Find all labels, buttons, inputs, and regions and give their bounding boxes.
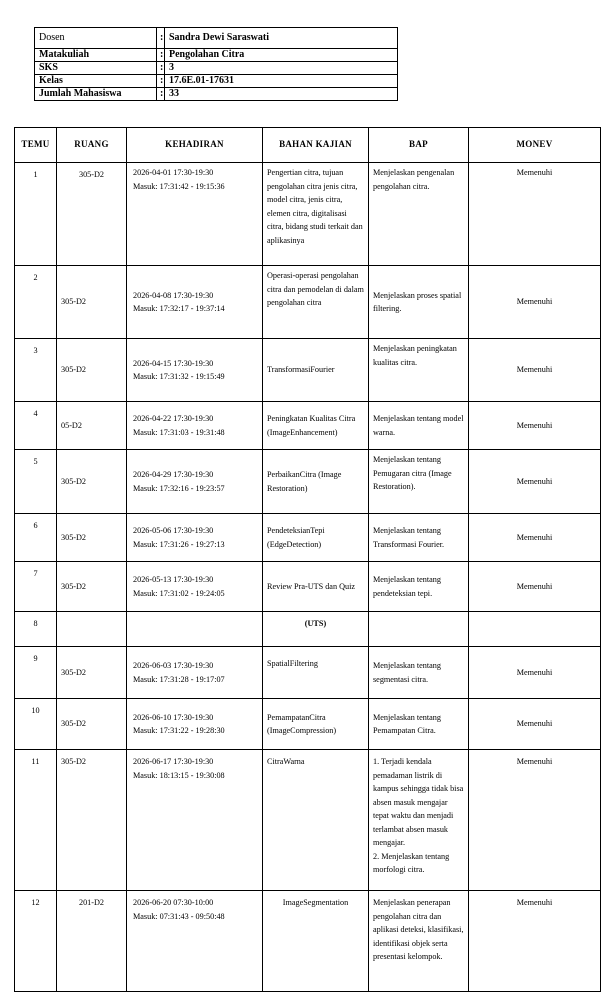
row-number: 5 xyxy=(15,450,57,514)
row-material: Pengertian citra, tujuan pengolahan citra jenis citra, model citra, jenis citra, elemen citra, digitalisasi citra, bidang studi terkait dan aplikasinya xyxy=(263,163,369,266)
row-number: 10 xyxy=(15,699,57,750)
bap-note-1: 1. Terjadi kendala pemadaman listrik di kampus sehingga tidak bisa absen masuk mengajar tepat waktu dan menjadi terlambat absen masuk mengajar. xyxy=(373,757,464,847)
attendance-schedule: 2026-04-22 17:30-19:30 xyxy=(133,414,214,423)
row-material: (UTS) xyxy=(263,612,369,647)
info-value: 17.6E.01-17631 xyxy=(165,75,398,88)
row-bap: Menjelaskan tentang Pemugaran citra (Image Restoration). xyxy=(369,450,469,514)
table-row xyxy=(15,562,601,612)
row-number: 9 xyxy=(15,647,57,699)
row-attendance xyxy=(127,514,263,562)
info-separator: : xyxy=(157,75,165,88)
row-room: 305-D2 xyxy=(57,514,127,562)
row-room: 305-D2 xyxy=(57,750,127,891)
row-monev: Memenuhi xyxy=(469,647,601,699)
table-row xyxy=(15,647,601,699)
row-room: 201-D2 xyxy=(57,891,127,992)
attendance-checkin: Masuk: 17:32:16 - 19:23:57 xyxy=(133,483,225,493)
info-separator: : xyxy=(157,28,165,49)
row-room: 305-D2 xyxy=(57,163,127,266)
row-number: 12 xyxy=(15,891,57,992)
table-row xyxy=(15,514,601,562)
info-separator: : xyxy=(157,62,165,75)
header-temu: TEMU xyxy=(15,128,57,163)
row-attendance xyxy=(127,266,263,339)
attendance-checkin: Masuk: 17:31:03 - 19:31:48 xyxy=(133,427,225,437)
row-material: SpatialFiltering xyxy=(263,647,369,699)
row-monev: Memenuhi xyxy=(469,699,601,750)
info-label: Dosen xyxy=(35,28,157,49)
bap-note-2: 2. Menjelaskan tentang morfologi citra. xyxy=(373,851,450,874)
table-row xyxy=(15,612,601,647)
row-number: 4 xyxy=(15,402,57,450)
row-number: 2 xyxy=(15,266,57,339)
header-bahan-kajian: BAHAN KAJIAN xyxy=(263,128,369,163)
row-number: 6 xyxy=(15,514,57,562)
info-label: Kelas xyxy=(35,75,157,88)
row-room: 305-D2 xyxy=(57,266,127,339)
attendance-schedule: 2026-05-13 17:30-19:30 xyxy=(133,575,214,584)
row-material: Operasi-operasi pengolahan citra dan pemodelan di dalam pengolahan citra xyxy=(263,266,369,339)
row-material: PemampatanCitra (ImageCompression) xyxy=(263,699,369,750)
row-monev: Memenuhi xyxy=(469,514,601,562)
attendance-checkin: Masuk: 17:31:28 - 19:17:07 xyxy=(133,674,225,684)
info-value: 3 xyxy=(165,62,398,75)
row-number: 1 xyxy=(15,163,57,266)
table-row xyxy=(15,163,601,266)
info-separator: : xyxy=(157,49,165,62)
row-material: PerbaikanCitra (Image Restoration) xyxy=(263,450,369,514)
attendance-schedule: 2026-06-20 07:30-10:00 xyxy=(133,898,214,907)
row-room xyxy=(57,612,127,647)
row-bap: Menjelaskan tentang Pemampatan Citra. xyxy=(369,699,469,750)
table-row xyxy=(15,699,601,750)
row-attendance xyxy=(127,612,263,647)
row-number: 8 xyxy=(15,612,57,647)
info-separator: : xyxy=(157,88,165,101)
info-value: Sandra Dewi Saraswati xyxy=(165,28,398,49)
table-row xyxy=(15,339,601,402)
row-attendance xyxy=(127,891,263,992)
row-monev: Memenuhi xyxy=(469,562,601,612)
attendance-schedule: 2026-04-15 17:30-19:30 xyxy=(133,358,214,368)
row-monev: Memenuhi xyxy=(469,163,601,266)
row-attendance xyxy=(127,750,263,891)
attendance-schedule: 2026-06-03 17:30-19:30 xyxy=(133,661,214,670)
attendance-checkin: Masuk: 17:32:17 - 19:37:14 xyxy=(133,304,225,313)
row-monev: Memenuhi xyxy=(469,339,601,402)
row-material: Peningkatan Kualitas Citra (ImageEnhancement) xyxy=(263,402,369,450)
info-row-dosen xyxy=(35,28,398,49)
row-attendance xyxy=(127,562,263,612)
attendance-checkin: Masuk: 17:31:22 - 19:28:30 xyxy=(133,726,225,735)
row-material: PendeteksianTepi (EdgeDetection) xyxy=(263,514,369,562)
row-monev xyxy=(469,612,601,647)
info-row-jumlah-mahasiswa xyxy=(35,88,398,101)
info-row-matakuliah xyxy=(35,49,398,62)
attendance-checkin: Masuk: 18:13:15 - 19:30:08 xyxy=(133,770,225,780)
info-value: 33 xyxy=(165,88,398,101)
row-room: 305-D2 xyxy=(57,339,127,402)
table-row xyxy=(15,402,601,450)
attendance-table xyxy=(14,127,601,992)
attendance-checkin: Masuk: 07:31:43 - 09:50:48 xyxy=(133,911,225,921)
row-bap: Menjelaskan proses spatial filtering. xyxy=(369,266,469,339)
row-bap: Menjelaskan tentang segmentasi citra. xyxy=(369,647,469,699)
row-bap: Menjelaskan tentang Transformasi Fourier. xyxy=(369,514,469,562)
row-attendance xyxy=(127,163,263,266)
row-material: Review Pra-UTS dan Quiz xyxy=(263,562,369,612)
row-room: 305-D2 xyxy=(57,562,127,612)
table-row xyxy=(15,266,601,339)
attendance-checkin: Masuk: 17:31:32 - 19:15:49 xyxy=(133,372,225,381)
header-ruang: RUANG xyxy=(57,128,127,163)
attendance-checkin: Masuk: 17:31:26 - 19:27:13 xyxy=(133,539,225,549)
row-number: 11 xyxy=(15,750,57,891)
header-kehadiran: KEHADIRAN xyxy=(127,128,263,163)
info-label: Matakuliah xyxy=(35,49,157,62)
info-value: Pengolahan Citra xyxy=(165,49,398,62)
row-monev: Memenuhi xyxy=(469,402,601,450)
row-attendance xyxy=(127,339,263,402)
header-bap: BAP xyxy=(369,128,469,163)
row-monev: Memenuhi xyxy=(469,266,601,339)
course-info-table xyxy=(34,27,398,101)
attendance-schedule: 2026-05-06 17:30-19:30 xyxy=(133,526,214,535)
row-attendance xyxy=(127,402,263,450)
attendance-schedule: 2026-06-10 17:30-19:30 xyxy=(133,712,214,722)
row-bap: Menjelaskan peningkatan kualitas citra. xyxy=(369,339,469,402)
attendance-checkin: Masuk: 17:31:42 - 19:15:36 xyxy=(133,181,225,191)
info-row-kelas xyxy=(35,75,398,88)
info-label: SKS xyxy=(35,62,157,75)
attendance-schedule: 2026-06-17 17:30-19:30 xyxy=(133,757,214,766)
row-monev: Memenuhi xyxy=(469,891,601,992)
row-number: 3 xyxy=(15,339,57,402)
row-monev: Memenuhi xyxy=(469,750,601,891)
row-bap: Menjelaskan penerapan pengolahan citra dan aplikasi deteksi, klasifikasi, identifikasi objek serta presentasi kelompok. xyxy=(369,891,469,992)
row-bap: Menjelaskan tentang model warna. xyxy=(369,402,469,450)
row-room: 05-D2 xyxy=(57,402,127,450)
row-number: 7 xyxy=(15,562,57,612)
attendance-schedule: 2026-04-29 17:30-19:30 xyxy=(133,470,214,479)
row-bap xyxy=(369,612,469,647)
row-attendance xyxy=(127,450,263,514)
row-room: 305-D2 xyxy=(57,450,127,514)
info-label: Jumlah Mahasiswa xyxy=(35,88,157,101)
row-material: TransformasiFourier xyxy=(263,339,369,402)
table-row xyxy=(15,750,601,891)
header-monev: MONEV xyxy=(469,128,601,163)
table-header-row xyxy=(15,128,601,163)
attendance-checkin: Masuk: 17:31:02 - 19:24:05 xyxy=(133,588,225,598)
attendance-schedule: 2026-04-08 17:30-19:30 xyxy=(133,290,214,300)
row-room: 305-D2 xyxy=(57,699,127,750)
row-bap: Menjelaskan tentang pendeteksian tepi. xyxy=(369,562,469,612)
row-attendance xyxy=(127,699,263,750)
table-row xyxy=(15,450,601,514)
row-monev: Memenuhi xyxy=(469,450,601,514)
row-material: CitraWarna xyxy=(263,750,369,891)
row-material: ImageSegmentation xyxy=(263,891,369,992)
attendance-schedule: 2026-04-01 17:30-19:30 xyxy=(133,168,214,177)
row-bap: Menjelaskan pengenalan pengolahan citra. xyxy=(369,163,469,266)
row-bap xyxy=(369,750,469,891)
table-row xyxy=(15,891,601,992)
info-row-sks xyxy=(35,62,398,75)
row-attendance xyxy=(127,647,263,699)
row-room: 305-D2 xyxy=(57,647,127,699)
